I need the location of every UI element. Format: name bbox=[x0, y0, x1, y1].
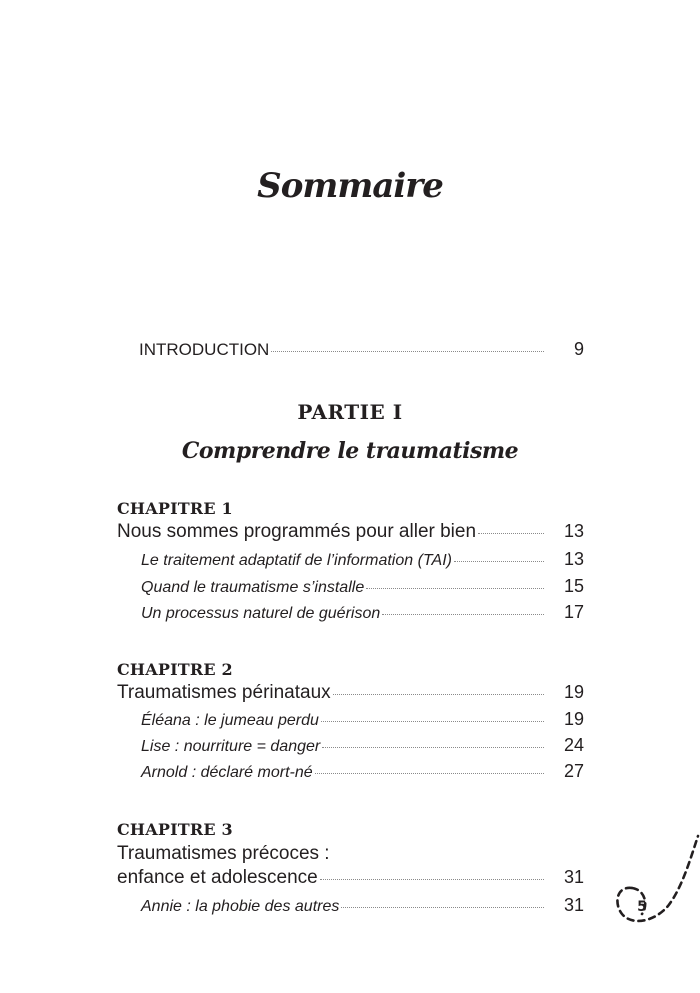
entry-label: Annie : la phobie des autres bbox=[141, 898, 340, 915]
toc-entry-chapter-2[interactable] bbox=[117, 682, 584, 704]
toc-entry-section[interactable] bbox=[141, 602, 584, 623]
dot-leader bbox=[315, 773, 544, 774]
entry-label: Arnold : déclaré mort-né bbox=[141, 764, 313, 781]
page-number: 5 bbox=[637, 899, 647, 915]
entry-label: Le traitement adaptatif de l’information (TAI) bbox=[141, 552, 452, 569]
entry-label: Nous sommes programmés pour aller bien bbox=[117, 521, 477, 542]
entry-page-number: 31 bbox=[563, 895, 584, 915]
chapter-title-line: Traumatismes précoces : bbox=[117, 843, 330, 864]
entry-page-number: 15 bbox=[563, 576, 584, 596]
chapter-label: CHAPITRE 2 bbox=[117, 660, 233, 679]
toc-entry-chapter-1[interactable] bbox=[117, 521, 584, 543]
chapter-label: CHAPITRE 1 bbox=[117, 499, 233, 518]
entry-label: Éléana : le jumeau perdu bbox=[141, 712, 319, 729]
dot-leader bbox=[322, 747, 544, 748]
toc-entry-section[interactable] bbox=[141, 735, 584, 756]
entry-label: Lise : nourriture = danger bbox=[141, 738, 321, 755]
folio-dashed-loop-icon bbox=[610, 830, 700, 960]
toc-entry-section[interactable] bbox=[141, 761, 584, 782]
entry-page-number: 27 bbox=[563, 761, 584, 781]
entry-page-number: 24 bbox=[563, 735, 584, 755]
dot-leader bbox=[366, 588, 544, 589]
toc-entry-section[interactable] bbox=[141, 576, 584, 597]
entry-page-number: 9 bbox=[573, 339, 584, 359]
dot-leader bbox=[321, 721, 544, 722]
entry-page-number: 31 bbox=[563, 867, 584, 887]
dot-leader bbox=[320, 879, 544, 880]
dot-leader bbox=[341, 907, 544, 908]
entry-label: Quand le traumatisme s’installe bbox=[141, 579, 365, 596]
entry-page-number: 19 bbox=[563, 709, 584, 729]
entry-label: Un processus naturel de guérison bbox=[141, 605, 381, 622]
toc-entry-section[interactable] bbox=[141, 895, 584, 916]
page-title: Sommaire bbox=[257, 166, 443, 206]
chapter-label: CHAPITRE 3 bbox=[117, 820, 233, 839]
dot-leader bbox=[382, 614, 544, 615]
entry-page-number: 17 bbox=[563, 602, 584, 622]
toc-entry-chapter-3[interactable] bbox=[117, 867, 584, 889]
entry-label: INTRODUCTION bbox=[139, 340, 270, 359]
dot-leader bbox=[478, 533, 544, 534]
entry-label: enfance et adolescence bbox=[117, 867, 318, 888]
entry-page-number: 13 bbox=[563, 549, 584, 569]
toc-entry-section[interactable] bbox=[141, 709, 584, 730]
toc-entry-section[interactable] bbox=[141, 549, 584, 570]
entry-page-number: 19 bbox=[563, 682, 584, 702]
dot-leader bbox=[271, 351, 544, 352]
dot-leader bbox=[454, 561, 544, 562]
entry-label: Traumatismes périnataux bbox=[117, 682, 331, 703]
entry-page-number: 13 bbox=[563, 521, 584, 541]
part-subtitle: Comprendre le traumatisme bbox=[181, 438, 519, 464]
dot-leader bbox=[333, 694, 544, 695]
toc-entry-introduction[interactable] bbox=[139, 339, 584, 360]
part-title: PARTIE I bbox=[297, 400, 403, 424]
